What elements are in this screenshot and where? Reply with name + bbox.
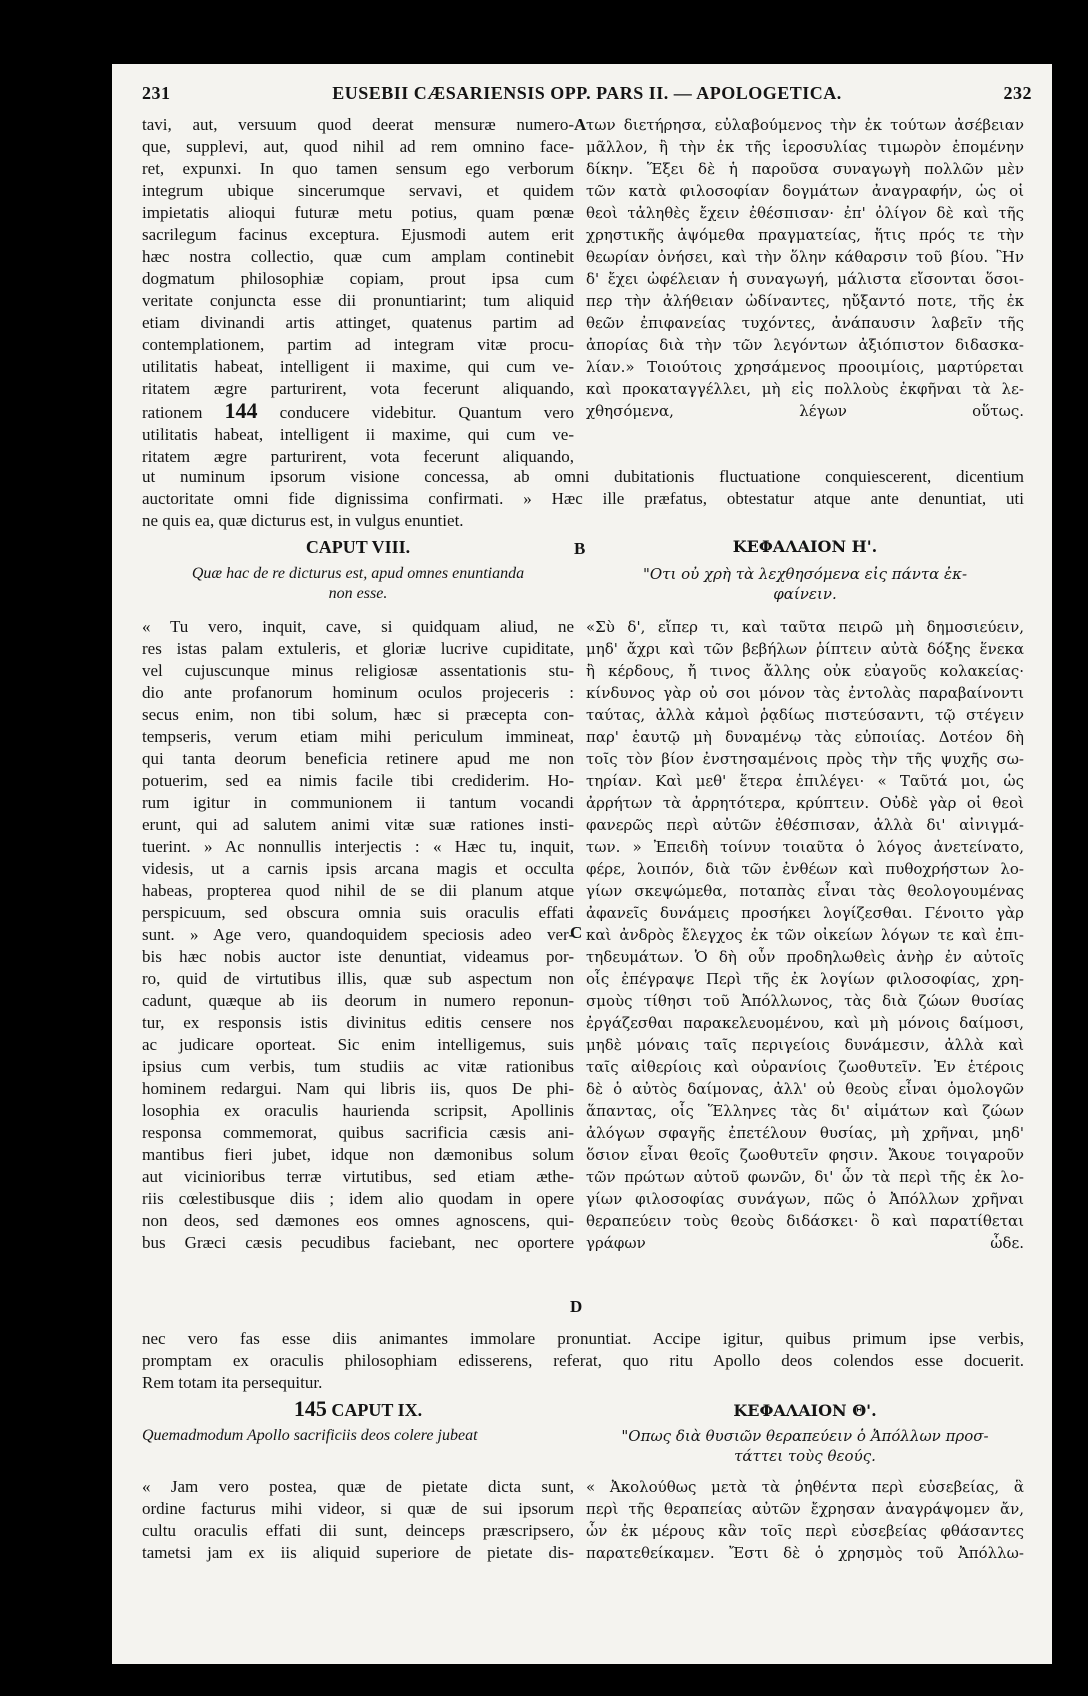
latin-column-block-1 — [142, 114, 574, 468]
text-line: χθησόμενα, λέγων οὕτως. — [586, 402, 1024, 420]
text-line — [142, 1276, 574, 1298]
text-line: οἷς ἐπέγραψε Περὶ τῆς ἐκ λογίων φιλοσοφίας, χρη- — [586, 970, 1024, 988]
text-line: que, supplevi, aut, quod nihil ad rem omnino face- — [142, 137, 574, 156]
text-line: mantibus fieri jubet, idque non dæmonibus solum — [142, 1145, 574, 1164]
greek-chapter-heading-ix: ΚΕΦΑΛΑΙΟΝ Θ'. — [733, 1401, 877, 1420]
text-line: ταῖς αἰθερίοις καὶ οὐρανίοις ζωοθυτεῖν. Ἐν ἑτέροις — [586, 1058, 1024, 1076]
text-line: φανερῶς περὶ αὐτῶν ἐθέσπισαν, ἀλλὰ δι' αἰνιγμά- — [586, 816, 1024, 834]
text-line: res istas palam extuleris, et gloriæ lucrive cupiditate, — [142, 639, 574, 658]
heading-text: CAPUT IX. — [331, 1400, 423, 1420]
text-line — [142, 1254, 574, 1276]
greek-column-block-3 — [586, 1476, 1024, 1564]
text-line: tuerint. » Ac nonnullis interjectis : « Hæc tu, inquit, — [142, 837, 574, 856]
greek-column-block-1 — [586, 114, 1024, 466]
text-line: ταύτας, ἀλλὰ κἀμοὶ ῥᾳδίως πιστεύσαντι, τῷ στέγειν — [586, 706, 1024, 724]
text-line: ἀρρήτων τὰ ἀρρητότερα, κρύπτειν. Οὐδὲ γὰρ οἱ θεοὶ — [586, 794, 1024, 812]
text-line: ut numinum ipsorum visione concessa, ab omni dubitationis fluctuatione conquiescerent, dicentium — [142, 467, 1024, 486]
text-fragment: conducere videbitur. Quantum vero — [279, 403, 574, 422]
text-line: « Jam vero postea, quæ de pietate dicta sunt, — [142, 1477, 574, 1496]
text-line: « Tu vero, inquit, cave, si quidquam aliud, ne — [142, 617, 574, 636]
text-line: tavi, aut, versuum quod deerat mensuræ numero- — [142, 115, 574, 134]
text-line: Quemadmodum Apollo sacrificiis deos colere jubeat — [142, 1427, 478, 1444]
text-line: secus enim, non tibi solum, hæc si præcepta con- — [142, 705, 574, 724]
text-line: ritatem ægre parturirent, vota fecerunt aliquando, — [142, 447, 574, 466]
text-line: potuerim, sed ea nimis facile tibi crediderim. Ho- — [142, 771, 574, 790]
book-page — [112, 64, 1052, 1664]
section-marker-c: C — [570, 923, 583, 942]
text-line: videsis, ut a carnis ipsis arcana magis et occulta — [142, 859, 574, 878]
text-line: τηδευμάτων. Ὁ δὴ οὖν προδηλωθεὶς ἀνὴρ ἐν αὐτοῖς — [586, 948, 1024, 966]
text-line: "Οπως διὰ θυσιῶν θεραπεύειν ὁ Ἀπόλλων προσ- — [621, 1427, 989, 1445]
text-line: ne quis ea, quæ dicturus est, in vulgus enuntiet. — [142, 511, 464, 530]
latin-chapter-heading-viii: CAPUT VIII. — [305, 537, 411, 557]
latin-column-block-3 — [142, 1476, 574, 1564]
text-line: σμοὺς τίθησι τοῦ Ἀπόλλωνος, τὰς διὰ ζώων θυσίας — [586, 992, 1024, 1010]
text-line: cultu oraculis effati dii sunt, deinceps præscripsero, — [142, 1521, 574, 1540]
text-line: non esse. — [328, 585, 388, 602]
text-line: των διετήρησα, εὐλαβούμενος τὴν ἐκ τούτων ἀσέβειαν — [586, 116, 1024, 134]
text-line: Quæ hac de re dicturus est, apud omnes enuntianda — [191, 565, 525, 582]
text-line: ἀφανεῖς δυνάμεις προσήκει λογίζεσθαι. Γένοιτο γὰρ — [586, 904, 1024, 922]
text-line: promptam ex oraculis philosophiam edisserens, referat, quo ritu Apollo deos colendos esse docuerit. — [142, 1351, 1024, 1370]
latin-column-block-2 — [142, 616, 574, 1320]
marginal-page-number: 145 — [293, 1396, 327, 1421]
text-line: παρατεθείκαμεν. Ἔστι δὲ ὁ χρησμὸς τοῦ Ἀπόλλω- — [586, 1544, 1024, 1562]
text-line: θεοὶ τἀληθὲς ἔχειν ἐθέσπισαν· ἐπ' ὀλίγον δὲ καὶ τῆς — [586, 204, 1024, 222]
text-line: "Οτι οὐ χρὴ τὰ λεχθησόμενα εἰς πάντα ἐκ- — [642, 565, 968, 583]
text-line: responsa commemorat, quibus sacrificia cæsis ani- — [142, 1123, 574, 1142]
text-line: nec vero fas esse diis animantes immolare pronuntiat. Accipe igitur, quibus primum ipse verbis, — [142, 1329, 1024, 1348]
text-line: γίων σκεψώμεθα, ποταπὰς εἶναι τὰς θεολογουμένας — [586, 882, 1024, 900]
text-line: erunt, qui ad salutem animi vitæ suæ rationes insti- — [142, 815, 574, 834]
text-line: ὅσιον εἶναι θεοῖς ζωοθυτεῖν φησιν. Ἄκουε τοιγαροῦν — [586, 1146, 1024, 1164]
text-line: δὲ ὁ αὐτὸς δαίμονας, ἀλλ' οὐ θεοὺς εἶναι ὁμολογῶν — [586, 1080, 1024, 1098]
text-line: dio ante profanorum hominum oculos projeceris : — [142, 683, 574, 702]
text-line: παρ' ἑαυτῷ μὴ δυναμένῳ τὰς εὐποιίας. Δοτέον δὴ — [586, 728, 1024, 746]
text-line: sacrilegum facinus exceptura. Ejusmodi autem erit — [142, 225, 574, 244]
text-line: hominem redargui. Nam qui libris iis, quos De phi- — [142, 1079, 574, 1098]
text-line: μᾶλλον, ἢ τὴν ἐκ τῆς ἱεροσυλίας τιμωρὸν ἑπομένην — [586, 138, 1024, 156]
text-line: περ τὴν ἀλήθειαν ὠδίναντες, ηὔξαντό ποτε, τῆς ἐκ — [586, 292, 1024, 310]
text-fragment: rationem — [142, 403, 203, 422]
text-line: ὧν ἐκ μέρους κἂν τοῖς περὶ εὐσεβείας φθάσαντες — [586, 1522, 1024, 1540]
text-line: aut vicinioribus terræ virtutibus, sed etiam æthe- — [142, 1167, 574, 1186]
full-width-block-2 — [142, 1328, 1024, 1394]
text-line: μηδὲ μόναις ταῖς περιγείοις δυνάμεσιν, ἀλλὰ καὶ — [586, 1036, 1024, 1054]
text-line: καὶ προκαταγγέλλει, μὴ εἰς πολλοὺς ἐκφῆναι τὰ λε- — [586, 380, 1024, 398]
section-marker-b: B — [574, 539, 586, 558]
text-line: utilitatis habeat, intelligent ii maxime, qui cum ve- — [142, 425, 574, 444]
text-line: θεραπεύειν τοὺς θεοὺς διδάσκει· ὃ καὶ παρατίθεται — [586, 1212, 1024, 1230]
latin-chapter-summary-ix — [142, 1426, 574, 1446]
text-line: ro, quid de virtutibus illis, quæ sub aspectum non — [142, 969, 574, 988]
text-line: ordine facturus mihi videor, si quæ de sui ipsorum — [142, 1499, 574, 1518]
text-line: ipsius cum verbis, tum studiis ac vitæ rationibus — [142, 1057, 574, 1076]
text-line: bus Græci cæsis pecudibus faciebant, nec oportere — [142, 1233, 574, 1252]
full-width-block-1 — [142, 466, 1024, 532]
text-line: μηδ' ἄχρι καὶ τῶν βεβήλων ῥίπτειν αὐτὰ δόξης ἕνεκα — [586, 640, 1024, 658]
text-line: γράφων ὧδε. — [586, 1234, 1024, 1252]
text-line: habeas, propterea quod nihil de se dii planum atque — [142, 881, 574, 900]
text-line: τηρίαν. Καὶ μεθ' ἕτερα ἐπιλέγει· « Ταῦτά μοι, ὡς — [586, 772, 1024, 790]
text-line: ἢ κέρδους, ἤ τινος ἄλλης οὐκ εὐαγοῦς κολακείας· — [586, 662, 1024, 680]
greek-column-block-2 — [586, 616, 1024, 1320]
text-line: integrum ubique sincerumque servavi, et quidem — [142, 181, 574, 200]
text-line: losophia ex oraculis haurienda scripsit, Apollinis — [142, 1101, 574, 1120]
text-line: vel cujuscunque minus religiosæ assentationis stu- — [142, 661, 574, 680]
text-line: contemplationem, partim ad integram vitæ procu- — [142, 335, 574, 354]
section-marker-a: A — [574, 115, 587, 134]
text-line: tempseris, verum etiam mihi periculum immineat, — [142, 727, 574, 746]
text-line: ἐργάζεσθαι παρακελευομένου, καὶ μὴ μόνοις δαίμοσι, — [586, 1014, 1024, 1032]
text-line — [586, 1276, 1024, 1298]
text-line — [586, 422, 1024, 444]
section-marker-d: D — [570, 1297, 583, 1316]
text-line: utilitatis habeat, intelligent ii maxime, qui cum ve- — [142, 357, 574, 376]
text-line: λίαν.» Τοιούτοις χρησάμενος προοιμίοις, μαρτύρεται — [586, 358, 1024, 376]
text-line: ac judicare oporteat. Sic enim intelligemus, suis — [142, 1035, 574, 1054]
text-line: τῶν πρώτων αὐτοῦ φωνῶν, δι' ὧν τὰ περὶ τῆς ἐκ λο- — [586, 1168, 1024, 1186]
text-line: φέρε, λοιπόν, διὰ τῶν ἐνθέων καὶ πυθοχρήστων λο- — [586, 860, 1024, 878]
text-line: περὶ τῆς θεραπείας αὐτῶν ἔχρησαν ἀναγράψομεν ἄν, — [586, 1500, 1024, 1518]
text-line: riis cœlestibusque diis ; idem alio quodam in opere — [142, 1189, 574, 1208]
text-line: ἀλόγων σφαγῆς ἐπετέλουν θυσίας, μὴ χρῆναι, μηδ' — [586, 1124, 1024, 1142]
text-line — [586, 444, 1024, 466]
text-line: tametsi jam ex iis aliquid superiore de pietate dis- — [142, 1543, 574, 1562]
text-line: « Ἀκολούθως μετὰ τὰ ῥηθέντα περὶ εὐσεβείας, ἃ — [586, 1478, 1024, 1496]
text-line: qui tanta deorum beneficia retinere apud me non — [142, 749, 574, 768]
text-line — [586, 1298, 1024, 1320]
text-line: θεωρίαν ὀνήσει, καὶ τὴν ὅλην κάθαρσιν τοῦ βίου. Ἣν — [586, 248, 1024, 266]
text-line: δίκην. Ἕξει δὲ ἡ παροῦσα συναγωγὴ πολλῶν μὲν — [586, 160, 1024, 178]
text-line: hæc nostra collectio, quæ cum amplam continebit — [142, 247, 574, 266]
page-number-right: 232 — [1003, 83, 1032, 103]
text-line: etiam divinandi artis attinget, quatenus partim ad — [142, 313, 574, 332]
text-line: των. » Ἐπειδὴ τοίνυν τοιαῦτα ὁ λόγος ἀνετείνατο, — [586, 838, 1024, 856]
latin-chapter-summary-viii — [142, 564, 574, 604]
text-line: κίνδυνος γὰρ οὐ σοι μόνον τὰς ἐντολὰς παραβαίνοντι — [586, 684, 1024, 702]
text-line: «Σὺ δ', εἴπερ τι, καὶ ταῦτα πειρῶ μὴ δημοσιεύειν, — [586, 618, 1024, 636]
running-title: EUSEBII CÆSARIENSIS OPP. PARS II. — APOLOGETICA. — [332, 83, 842, 103]
text-line: γίων φιλοσοφίας συνάγων, πῶς ὁ Ἀπόλλων χρῆναι — [586, 1190, 1024, 1208]
text-line: τοῖς τὸν βίον ἐνστησαμένοις πρὸς τὴν τῆς ψυχῆς σω- — [586, 750, 1024, 768]
text-line: ἅπαντας, οἷς Ἕλληνες τὰς δι' αἱμάτων καὶ ζώων — [586, 1102, 1024, 1120]
text-line: τάττει τοὺς θεούς. — [734, 1447, 876, 1465]
text-line: τῶν κατὰ φιλοσοφίαν δογμάτων ἀναγραφήν, ὡς οἱ — [586, 182, 1024, 200]
text-line: δ' ἔχει ὠφέλειαν ἡ συναγωγή, μάλιστα εἴσονται ὅσοι- — [586, 270, 1024, 288]
text-line: ἀπορίας διὰ τὴν τῶν λεγόντων ἀξιόπιστον διδασκα- — [586, 336, 1024, 354]
text-line: rum igitur in communionem ii tantum vocandi — [142, 793, 574, 812]
text-line: dogmatum philosophiæ copiam, prout ipsa cum — [142, 269, 574, 288]
greek-chapter-heading-viii: ΚΕΦΑΛΑΙΟΝ Η'. — [732, 537, 878, 556]
greek-chapter-summary-ix — [586, 1426, 1024, 1466]
text-line: cadunt, quæque ab iis deorum in numero reponun- — [142, 991, 574, 1010]
text-line: tur, ex responsis istis divinitus editis censere nos — [142, 1013, 574, 1032]
text-line: ritatem ægre parturirent, vota fecerunt aliquando, — [142, 379, 574, 398]
text-line: Rem totam ita persequitur. — [142, 1373, 323, 1392]
text-line: non deos, sed dæmones eos omnes agnoscens, qui- — [142, 1211, 574, 1230]
latin-chapter-heading-ix — [142, 1398, 574, 1421]
greek-chapter-summary-viii — [586, 564, 1024, 604]
page-number-left: 231 — [142, 83, 171, 103]
text-line: θεῶν ἐπιφανείας τυχόντες, ἀνάπαυσιν λαβεῖν τῆς — [586, 314, 1024, 332]
running-header — [142, 82, 1032, 108]
text-line: bis hæc nobis auctor iste denuntiat, videamus por- — [142, 947, 574, 966]
text-line — [142, 1298, 574, 1320]
marginal-page-number: 144 — [224, 400, 258, 423]
text-line — [586, 1254, 1024, 1276]
text-line: veritate conjuncta esse dii pronuntiarint; tum aliquid — [142, 291, 574, 310]
text-line: impietatis alioqui futuræ metu potius, quam pœnæ — [142, 203, 574, 222]
text-line: ret, expunxi. In quo tamen sensum ego verborum — [142, 159, 574, 178]
text-line: φαίνειν. — [773, 585, 837, 603]
text-line: καὶ ἀνδρὸς ἔλεγχος ἐκ τῶν οἰκείων λόγων τε καὶ ἐπι- — [586, 926, 1024, 944]
text-line: χρηστικῆς ἁψόμεθα πραγματείας, ἥτις πρός τε τὴν — [586, 226, 1024, 244]
text-line: perspicuum, sed obscura omnia suis oraculis effati — [142, 903, 574, 922]
text-line: auctoritate omni fide dignissima confirmati. » Hæc ille præfatus, obtestatur atque ante denuntiat, uti — [142, 489, 1024, 508]
text-line: sunt. » Age vero, quandoquidem speciosis adeo ver- — [142, 925, 574, 944]
text-line — [142, 400, 574, 424]
